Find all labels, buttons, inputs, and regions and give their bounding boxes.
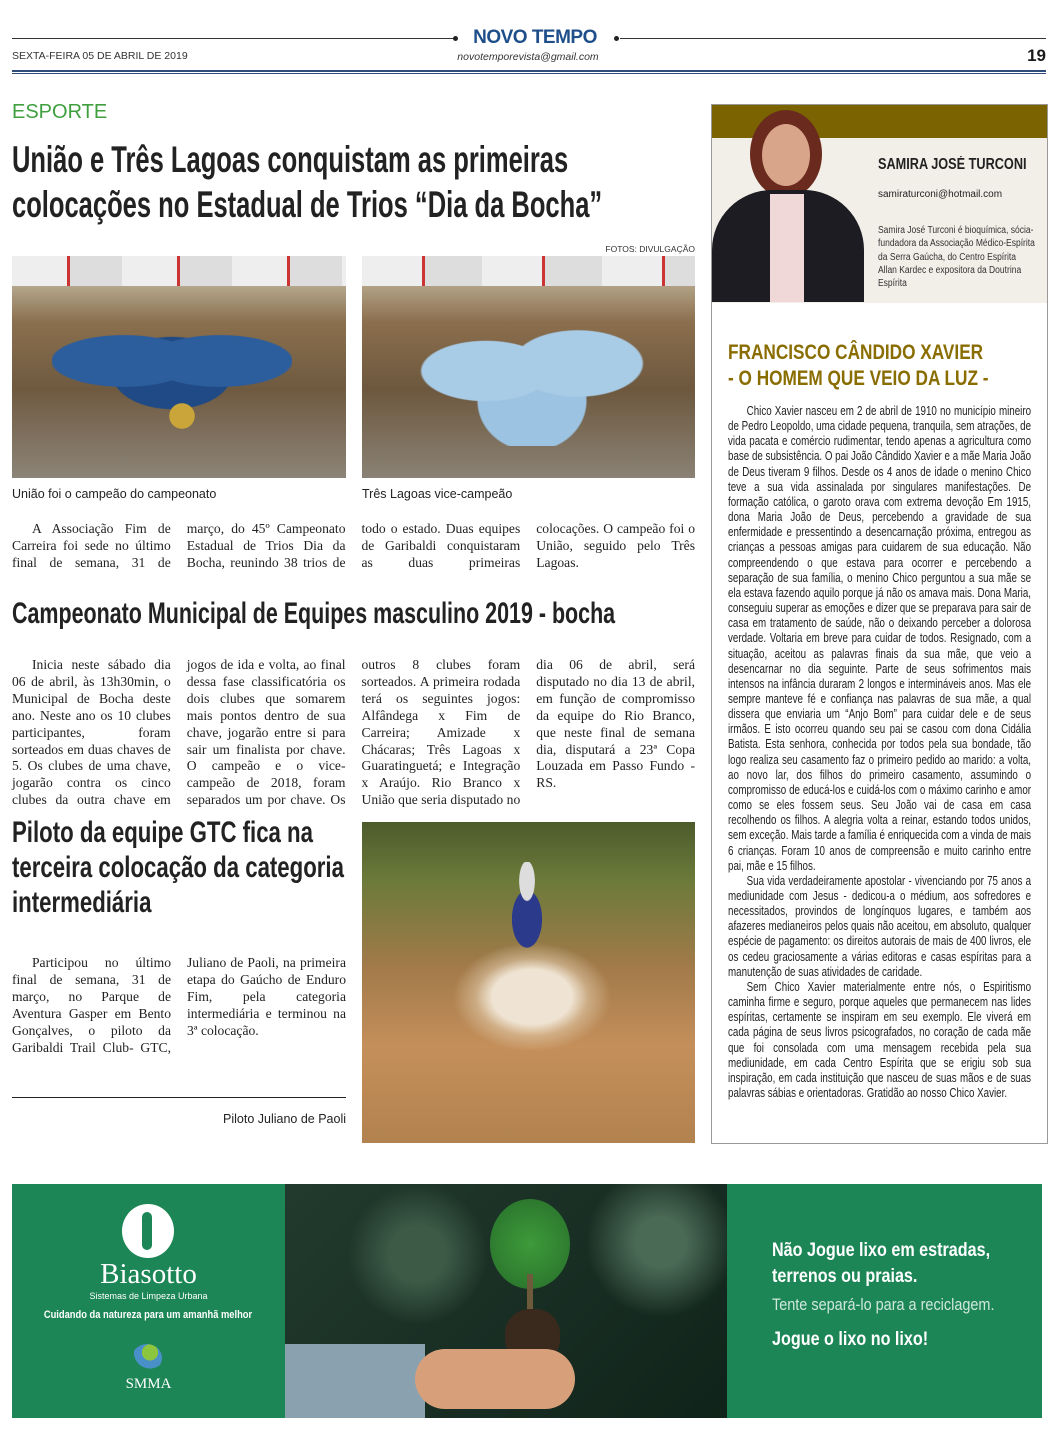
article2-headline: Campeonato Municipal de Equipes masculino 2019 - bocha (12, 597, 616, 630)
paper-email: novotemporevista@gmail.com (457, 51, 599, 63)
article3-headline: Piloto da equipe GTC fica na terceira colocação da categoria intermediária (12, 816, 344, 919)
author-photo (712, 110, 864, 302)
paper-name: NOVO TEMPO (473, 27, 597, 48)
column-body-wrap (728, 404, 1031, 1101)
biasotto-logo-icon (122, 1204, 174, 1258)
column-paragraph: Chico Xavier nasceu em 2 de abril de 1910 no município mineiro de Pedro Leopoldo, uma cidade pequena, tranquila, sem atrações, de vida pacata e comércio rudimentar, tendo apenas a agricultura como base de subsistência. O pai João Cândido Xavier e a mãe Maria João de Deus tiveram 9 filhos. Desde os 4 anos de idade o menino Chico teve a sua vida assinalada por singulares manifestações. De formação católica, o garoto orava com extrema devoção Em 1915, dona Maria João de Deus, percebendo a gravidade de sua enfermidade e pressentindo a desencarnação próxima, entregou as crianças a pessoas amigas para cuidarem de sua educação. Não compreendendo o que estava para ocorrer e percebendo a separação de sua família, o menino Chico perguntou a sua mãe se ela estava fazendo aquilo porque já não os amava mais. Dona Maria, conseguiu superar as emoções e dizer que se preparava para sair de casa em tratamento de saúde, não o deixando perceber a dolorosa verdade. Voltaria em breve para cuidar de todos. Resignado, com a situação, aceitou as palavras finais da sua mãe, que veio a desencarnar no dia seguinte. Parte de seus sofrimentos mais intensos na infância duraram 2 longos e intermináveis anos. Mas ele sempre manteve fé e confiança nas palavras de sua mãe, a qual dissera que enviaria um “Anjo Bom” para cuidar dele e de seus irmãos. E isto ocorreu quando seu pai se casou com dona Cidália Batista. Esta senhora, conhecida por todos pela sua bondade, tão logo realiza seu casamento faz o primeiro pedido ao marido: a volta, ao novo lar, dos filhos do primeiro casamento, assumindo o compromisso de educá-los e cuidá-los com o máximo carinho e amor como se eles fossem seus. Seu João vai de casa em casa recolhendo os filhos. A alegria volta a reinar, estando todos unidos, sem exceção. Mais tarde a família é enriquecida com a vinda de mais 6 crianças. Foram 10 anos de compreensão e muito carinho entre pai, mãe e 15 filhos. (728, 404, 1032, 873)
ad-line4: Jogue o lixo no lixo! (772, 1329, 929, 1350)
header-dot (453, 36, 458, 41)
author-bio: Samira José Turconi é bioquímica, sócia-fundadora da Associação Médico-Espírita da Serra Gaúcha, do Centro Espírita Allan Kardec e expositora da Doutrina Espírita (878, 225, 1035, 290)
header-double-rule (12, 70, 1046, 74)
header-dot (614, 36, 619, 41)
ad-photo-tree-in-hands (285, 1184, 727, 1418)
ad-line3: Tente separá-lo para a reciclagem. (772, 1295, 995, 1314)
column-paragraph: Sem Chico Xavier materialmente entre nós, o Espiritismo caminha firme e seguro, porque aqueles que permanecem nas lides espíritas, certamente se inspiram em seu exemplo. Ele viverá em cada página de seus livros psicografados, no coração de cada mãe que foi consolada com uma mensagem recebida pela sua mediunidade, em cada Centro Espírita que se erigiu sob sua inspiração, em cada instituição que nasceu de suas mãos e de suas palavras sábias e orientadoras. Gratidão ao nosso Chico Xavier. (728, 979, 1032, 1101)
article3-body (12, 955, 346, 1056)
column-body (728, 404, 1031, 1101)
article1-paragraph: A Associação Fim de Carreira foi sede no último final de semana, 31 de março, do 45º Campeonato Estadual de Trios Dia da Bocha, reunindo 38 trios de todo o estado. Duas equipes de Garibaldi conquistaram as duas primeiras colocações. O campeão foi o União, seguido pelo Três Lagoas. (12, 521, 695, 570)
ad-line2: terrenos ou praias. (772, 1266, 918, 1287)
article3-paragraph: Participou no último final de semana, 31 de março, no Parque de Aventura Gasper em Bento Gonçalves, o piloto da Garibaldi Trail Club- GTC, Juliano de Paoli, na primeira etapa do Gaúcho de Enduro Fim, pela categoria intermediária e terminou na 3ª colocação. (12, 955, 346, 1055)
article3-headline-wrap (12, 815, 352, 920)
ad-tagline-wrap (12, 1309, 285, 1321)
column-title-line2: - O HOMEM QUE VEIO DA LUZ - (728, 367, 989, 390)
photo-enduro-rider (362, 822, 695, 1143)
author-email: samiraturconi@hotmail.com (878, 189, 1003, 200)
caption-tres-lagoas: Três Lagoas vice-campeão (362, 487, 513, 501)
header-rule-right (620, 38, 1046, 39)
ad-message (772, 1238, 1032, 1360)
biasotto-ad[interactable] (12, 1184, 1042, 1418)
caption-piloto: Piloto Juliano de Paoli (223, 1112, 346, 1126)
photo-credit: FOTOS: DIVULGAÇÃO (605, 244, 695, 254)
column-paragraph: Sua vida verdadeiramente apostolar - vivenciando por 75 anos a mediunidade com Jesus - dedicou-a o médium, aos sofredores e necessitados, provindos de longínquos lugares, e também aos afazeres medianeiros pelos quais não aceitou, em absoluto, qualquer espécie de pagamento: os direitos autorais de mais de 400 livros, ele os cedeu graciosamente a várias editoras e casas espíritas para a manutenção de suas atividades de caridade. (728, 873, 1032, 979)
ad-partner-logo: SMMA (125, 1376, 172, 1392)
article1-body (12, 521, 695, 572)
ad-brand: Biasotto (100, 1258, 197, 1290)
caption-uniao: União foi o campeão do campeonato (12, 487, 217, 501)
author-name: SAMIRA JOSÉ TURCONI (878, 156, 1027, 173)
page-number: 19 (1027, 46, 1046, 65)
article1-headline-wrap (12, 137, 702, 227)
article2-body (12, 657, 695, 809)
article2-headline-wrap (12, 597, 702, 631)
column-title-wrap (728, 340, 1028, 392)
section-label: ESPORTE (12, 101, 108, 123)
author-bio-wrap (878, 224, 1058, 290)
ad-line1: Não Jogue lixo em estradas, (772, 1240, 991, 1261)
photo-uniao-team (12, 256, 346, 478)
header-rule-left (12, 38, 456, 39)
ad-brand-sub: Sistemas de Limpeza Urbana (89, 1291, 208, 1301)
author-name-wrap (878, 156, 1058, 174)
caption-rule (12, 1097, 346, 1098)
column-title-line1: FRANCISCO CÂNDIDO XAVIER (728, 341, 984, 364)
issue-date: SEXTA-FEIRA 05 DE ABRIL DE 2019 (12, 50, 188, 62)
photo-tres-lagoas-team (362, 256, 695, 478)
smma-logo-icon (132, 1344, 162, 1372)
article2-paragraph: Inicia neste sábado dia 06 de abril, às 13h30min, o Municipal de Bocha deste ano. Neste ano os 10 clubes participantes, foram sorteados em duas chaves de 5. Os clubes de uma chave, jogarão contra os cinco clubes da outra chave em jogos de ida e volta, ao final dessa fase classificatória os dois clubes que somarem mais pontos dentro de sua chave, jogarão entre si para sair um finalista por chave. O campeão e o vice-campeão de 2018, foram separados um por chave. Os outros 8 clubes foram sorteados. A primeira rodada terá os seguintes jogos: Alfândega x Fim de Carreira; Amizade x Chácaras; Três Lagoas x Guaratinguetá; e Integração x Araújo. Rio Branco x União que seria disputado no dia 06 de abril, será disputado no dia 13 de abril, em função de compromisso da equipe do Rio Branco, que neste final de semana dia, disputará a 23ª Copa Louzada em Passo Fundo - RS. (12, 657, 695, 808)
ad-tagline: Cuidando da natureza para um amanhã melhor (43, 1309, 253, 1321)
article1-headline: União e Três Lagoas conquistam as primeiras colocações no Estadual de Trios “Dia da Bocha” (12, 139, 603, 225)
